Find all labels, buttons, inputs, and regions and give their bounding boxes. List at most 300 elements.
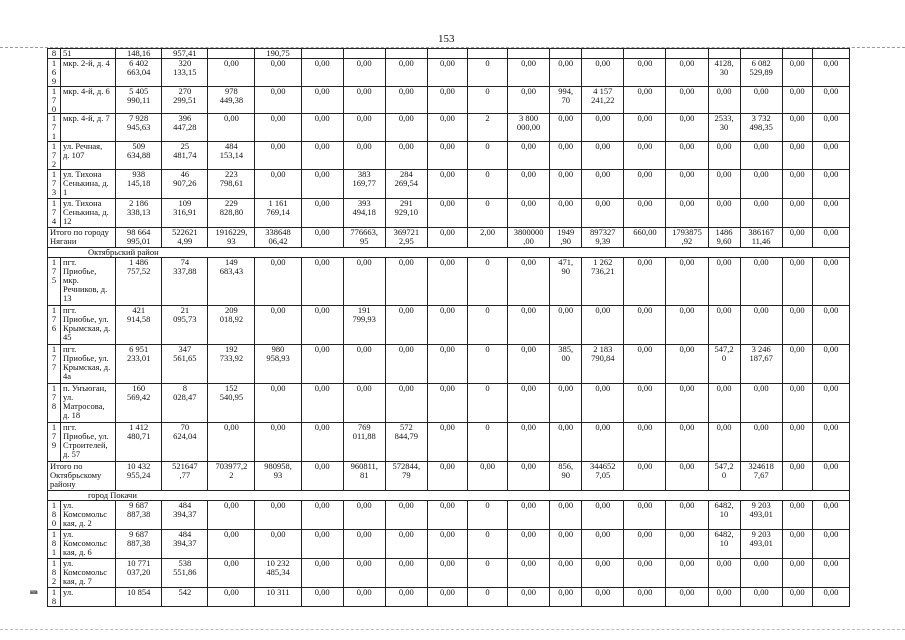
value-cell: 0,00: [508, 422, 550, 461]
value-cell: 0,00: [255, 422, 301, 461]
value-cell: [666, 49, 708, 59]
value-cell: 0,00: [624, 558, 666, 587]
value-cell: 0,00: [666, 383, 708, 422]
value-cell: 0,00: [624, 169, 666, 198]
value-cell: 0,00: [582, 58, 624, 86]
total-cell: 1916229, 93: [208, 227, 255, 247]
value-cell: 0,00: [782, 558, 812, 587]
value-cell: [550, 49, 582, 59]
total-cell: 0,00: [427, 227, 467, 247]
total-label: Итого по Октябрьскому району: [48, 461, 116, 490]
total-cell: 369721 2,95: [385, 227, 427, 247]
value-cell: 0,00: [255, 58, 301, 86]
value-cell: 0,00: [812, 169, 849, 198]
total-cell: 980958, 93: [255, 461, 301, 490]
value-cell: 1 412 480,71: [116, 422, 162, 461]
section-title: Октябрьский район: [48, 247, 850, 257]
value-cell: 25 481,74: [162, 142, 208, 170]
value-cell: 0,00: [385, 86, 427, 114]
value-cell: [467, 49, 507, 59]
total-cell: 0,00: [812, 461, 849, 490]
value-cell: 0,00: [343, 142, 385, 170]
value-cell: 0,00: [812, 114, 849, 142]
value-cell: 0,00: [385, 529, 427, 558]
value-cell: 0,00: [343, 344, 385, 383]
row-number-cell: 8: [48, 49, 61, 59]
value-cell: 0,00: [812, 383, 849, 422]
row-number-cell: 17 9: [48, 422, 61, 461]
value-cell: [385, 49, 427, 59]
total-cell: 0,00: [508, 461, 550, 490]
total-cell: 0,00: [467, 461, 507, 490]
value-cell: 0,00: [508, 86, 550, 114]
value-cell: 0,00: [550, 305, 582, 344]
address-cell: ул. Комсомольс кая, д. 7: [61, 558, 116, 587]
value-cell: 0,00: [812, 257, 849, 305]
value-cell: 0,00: [427, 86, 467, 114]
value-cell: 0,00: [782, 169, 812, 198]
value-cell: 4 157 241,22: [582, 86, 624, 114]
value-cell: 0,00: [740, 86, 782, 114]
value-cell: 547,2 0: [708, 344, 740, 383]
value-cell: 0,00: [508, 383, 550, 422]
value-cell: 0,00: [782, 257, 812, 305]
value-cell: 0,00: [343, 558, 385, 587]
value-cell: 0,00: [624, 58, 666, 86]
total-cell: 776663, 95: [343, 227, 385, 247]
value-cell: 0,00: [812, 587, 849, 606]
value-cell: 10 854: [116, 587, 162, 606]
row-number-cell: 18 2: [48, 558, 61, 587]
address-cell: мкр. 4-й, д. 6: [61, 86, 116, 114]
value-cell: 10 311: [255, 587, 301, 606]
value-cell: 3 246 187,67: [740, 344, 782, 383]
value-cell: 0,00: [550, 58, 582, 86]
value-cell: 0,00: [508, 142, 550, 170]
value-cell: 0,00: [255, 142, 301, 170]
total-cell: 1949 ,90: [550, 227, 582, 247]
table-row: [48, 500, 850, 529]
value-cell: 191 799,93: [343, 305, 385, 344]
total-cell: 10 432 955,24: [116, 461, 162, 490]
row-number-cell: 18: [48, 587, 61, 606]
value-cell: 0,00: [708, 558, 740, 587]
value-cell: 0,00: [782, 198, 812, 227]
address-cell: ул.: [61, 587, 116, 606]
value-cell: 0,00: [582, 587, 624, 606]
value-cell: 223 798,61: [208, 169, 255, 198]
total-row: [48, 461, 850, 490]
value-cell: 0,00: [301, 169, 343, 198]
value-cell: 2533, 30: [708, 114, 740, 142]
value-cell: 190,75: [255, 49, 301, 59]
value-cell: 0,00: [208, 114, 255, 142]
value-cell: 2 183 790,84: [582, 344, 624, 383]
value-cell: 0,00: [550, 422, 582, 461]
value-cell: 5 405 990,11: [116, 86, 162, 114]
page-number: 153: [438, 33, 455, 45]
value-cell: 0,00: [385, 305, 427, 344]
value-cell: 0,00: [582, 529, 624, 558]
value-cell: 0,00: [343, 587, 385, 606]
value-cell: 0,00: [708, 422, 740, 461]
value-cell: 2: [467, 114, 507, 142]
value-cell: 0,00: [508, 305, 550, 344]
value-cell: 0,00: [208, 529, 255, 558]
value-cell: 0,00: [624, 383, 666, 422]
value-cell: 284 269,54: [385, 169, 427, 198]
address-cell: п. Унъюган, ул. Матросова, д. 18: [61, 383, 116, 422]
value-cell: 3 800 000,00: [508, 114, 550, 142]
table-row: [48, 114, 850, 142]
total-cell: 0,00: [427, 461, 467, 490]
value-cell: 0,00: [782, 142, 812, 170]
value-cell: [782, 49, 812, 59]
row-number-cell: 17 1: [48, 114, 61, 142]
value-cell: 0,00: [301, 257, 343, 305]
total-cell: 3800000 ,00: [508, 227, 550, 247]
value-cell: 0: [467, 86, 507, 114]
value-cell: 0,00: [508, 169, 550, 198]
value-cell: 0,00: [208, 58, 255, 86]
value-cell: 347 561,65: [162, 344, 208, 383]
total-cell: 856, 90: [550, 461, 582, 490]
value-cell: [343, 49, 385, 59]
value-cell: 0,00: [666, 257, 708, 305]
table-row: [48, 344, 850, 383]
value-cell: 0,00: [812, 500, 849, 529]
total-cell: 0,00: [782, 227, 812, 247]
value-cell: 0,00: [385, 344, 427, 383]
value-cell: 0,00: [812, 529, 849, 558]
value-cell: 538 551,86: [162, 558, 208, 587]
total-cell: 324618 7,67: [740, 461, 782, 490]
value-cell: 0,00: [343, 58, 385, 86]
table-row: [48, 257, 850, 305]
value-cell: 0,00: [508, 529, 550, 558]
value-cell: 978 449,38: [208, 86, 255, 114]
value-cell: 0,00: [740, 558, 782, 587]
value-cell: 0,00: [301, 587, 343, 606]
total-cell: 660,00: [624, 227, 666, 247]
table-row: [48, 529, 850, 558]
value-cell: 0,00: [427, 558, 467, 587]
value-cell: 0,00: [666, 86, 708, 114]
address-cell: ул. Комсомольс кая, д. 2: [61, 500, 116, 529]
value-cell: 0,00: [782, 305, 812, 344]
value-cell: 0,00: [666, 422, 708, 461]
row-number-cell: 17 0: [48, 86, 61, 114]
address-cell: мкр. 4-й, д. 7: [61, 114, 116, 142]
value-cell: 0,00: [740, 422, 782, 461]
value-cell: 0,00: [782, 344, 812, 383]
total-cell: 386167 11,46: [740, 227, 782, 247]
value-cell: 484 394,37: [162, 529, 208, 558]
value-cell: 0,00: [624, 86, 666, 114]
value-cell: 0,00: [666, 529, 708, 558]
value-cell: 0,00: [427, 114, 467, 142]
value-cell: 9 687 887,38: [116, 500, 162, 529]
value-cell: 0,00: [508, 58, 550, 86]
value-cell: 9 203 493,01: [740, 529, 782, 558]
total-cell: 0,00: [782, 461, 812, 490]
address-cell: 51: [61, 49, 116, 59]
value-cell: 0,00: [301, 422, 343, 461]
value-cell: 0,00: [427, 142, 467, 170]
value-cell: 0,00: [255, 305, 301, 344]
value-cell: 0,00: [624, 344, 666, 383]
value-cell: 0,00: [255, 529, 301, 558]
table-row: [48, 58, 850, 86]
value-cell: 0,00: [508, 587, 550, 606]
value-cell: 0,00: [301, 500, 343, 529]
value-cell: 0,00: [550, 114, 582, 142]
value-cell: 0,00: [343, 86, 385, 114]
value-cell: 0,00: [812, 422, 849, 461]
address-cell: ул. Комсомольс кая, д. 6: [61, 529, 116, 558]
total-cell: 0,00: [812, 227, 849, 247]
value-cell: 0,00: [740, 587, 782, 606]
value-cell: 0,00: [782, 529, 812, 558]
value-cell: 0,00: [255, 383, 301, 422]
value-cell: 0,00: [208, 500, 255, 529]
value-cell: 9 687 887,38: [116, 529, 162, 558]
value-cell: 0,00: [582, 422, 624, 461]
value-cell: 4128, 30: [708, 58, 740, 86]
value-cell: 0,00: [385, 58, 427, 86]
value-cell: 994, 70: [550, 86, 582, 114]
value-cell: 3 732 498,35: [740, 114, 782, 142]
value-cell: 0,00: [427, 344, 467, 383]
value-cell: 7 928 945,63: [116, 114, 162, 142]
value-cell: 0: [467, 305, 507, 344]
value-cell: [582, 49, 624, 59]
value-cell: 0,00: [385, 257, 427, 305]
value-cell: 0,00: [255, 86, 301, 114]
value-cell: 0,00: [385, 383, 427, 422]
value-cell: 0,00: [550, 383, 582, 422]
value-cell: 192 733,92: [208, 344, 255, 383]
value-cell: 1 262 736,21: [582, 257, 624, 305]
value-cell: 0,00: [427, 529, 467, 558]
value-cell: 0,00: [301, 114, 343, 142]
value-cell: 6 402 663,04: [116, 58, 162, 86]
value-cell: 0,00: [255, 500, 301, 529]
value-cell: 0,00: [385, 587, 427, 606]
row-number-cell: 17 6: [48, 305, 61, 344]
value-cell: 0,00: [708, 142, 740, 170]
value-cell: 0,00: [782, 58, 812, 86]
total-cell: 0,00: [301, 227, 343, 247]
value-cell: [208, 49, 255, 59]
table-row: [48, 305, 850, 344]
value-cell: 6482, 10: [708, 500, 740, 529]
total-cell: 522621 4,99: [162, 227, 208, 247]
value-cell: 0,00: [508, 257, 550, 305]
total-cell: 2,00: [467, 227, 507, 247]
value-cell: 0,00: [582, 383, 624, 422]
value-cell: 0,00: [740, 198, 782, 227]
value-cell: 542: [162, 587, 208, 606]
value-cell: 0,00: [343, 529, 385, 558]
value-cell: 10 771 037,20: [116, 558, 162, 587]
address-cell: пгт. Приобье, ул. Строителей, д. 57: [61, 422, 116, 461]
row-number-cell: 17 3: [48, 169, 61, 198]
value-cell: 0,00: [208, 587, 255, 606]
value-cell: 1 486 757,52: [116, 257, 162, 305]
value-cell: 0,00: [550, 558, 582, 587]
value-cell: 0,00: [343, 383, 385, 422]
value-cell: 0,00: [740, 305, 782, 344]
total-cell: 703977,2 2: [208, 461, 255, 490]
value-cell: 74 337,88: [162, 257, 208, 305]
total-cell: 1793875 ,92: [666, 227, 708, 247]
value-cell: 1 161 769,14: [255, 198, 301, 227]
value-cell: 0,00: [208, 558, 255, 587]
value-cell: 0,00: [666, 169, 708, 198]
row-number-cell: 17 7: [48, 344, 61, 383]
value-cell: 46 907,26: [162, 169, 208, 198]
value-cell: 209 018,92: [208, 305, 255, 344]
value-cell: 0,00: [740, 383, 782, 422]
value-cell: 0,00: [708, 383, 740, 422]
table-row: [48, 169, 850, 198]
value-cell: 109 316,91: [162, 198, 208, 227]
section-row: [48, 247, 850, 257]
value-cell: 0: [467, 58, 507, 86]
value-cell: 385, 00: [550, 344, 582, 383]
value-cell: 270 299,51: [162, 86, 208, 114]
value-cell: 0,00: [427, 198, 467, 227]
value-cell: 0,00: [301, 198, 343, 227]
value-cell: 0,00: [385, 500, 427, 529]
value-cell: 160 569,42: [116, 383, 162, 422]
scan-line-bottom: [0, 629, 905, 630]
value-cell: 152 540,95: [208, 383, 255, 422]
total-cell: 0,00: [666, 461, 708, 490]
value-cell: 0,00: [385, 558, 427, 587]
value-cell: 421 914,58: [116, 305, 162, 344]
value-cell: 0,00: [550, 529, 582, 558]
value-cell: 957,41: [162, 49, 208, 59]
value-cell: 0,00: [708, 587, 740, 606]
value-cell: 0,00: [782, 422, 812, 461]
value-cell: 8 028,47: [162, 383, 208, 422]
value-cell: [624, 49, 666, 59]
value-cell: [812, 49, 849, 59]
row-number-cell: 17 8: [48, 383, 61, 422]
row-number-cell: 16 9: [48, 58, 61, 86]
address-cell: ул. Тихона Сенькина, д. 1: [61, 169, 116, 198]
value-cell: 484 394,37: [162, 500, 208, 529]
value-cell: 0,00: [427, 169, 467, 198]
value-cell: 0: [467, 383, 507, 422]
value-cell: 0,00: [550, 198, 582, 227]
value-cell: 0: [467, 344, 507, 383]
value-cell: 6482, 10: [708, 529, 740, 558]
value-cell: 0,00: [812, 344, 849, 383]
value-cell: 0,00: [301, 142, 343, 170]
value-cell: 0: [467, 169, 507, 198]
value-cell: 938 145,18: [116, 169, 162, 198]
value-cell: 0,00: [740, 257, 782, 305]
value-cell: 0,00: [385, 142, 427, 170]
total-cell: 547,2 0: [708, 461, 740, 490]
section-row: [48, 490, 850, 500]
value-cell: 396 447,28: [162, 114, 208, 142]
address-cell: пгт. Приобье, ул. Крымская, д. 45: [61, 305, 116, 344]
value-cell: 0,00: [427, 383, 467, 422]
total-cell: 98 664 995,01: [116, 227, 162, 247]
total-row: [48, 227, 850, 247]
value-cell: 0,00: [624, 529, 666, 558]
value-cell: 70 624,04: [162, 422, 208, 461]
value-cell: 0,00: [343, 257, 385, 305]
value-cell: 0,00: [508, 558, 550, 587]
row-number-cell: 18 1: [48, 529, 61, 558]
value-cell: 0,00: [708, 198, 740, 227]
section-title: город Покачи: [48, 490, 850, 500]
value-cell: 0,00: [550, 500, 582, 529]
table-row: [48, 558, 850, 587]
value-cell: 0,00: [427, 257, 467, 305]
table-row: [48, 142, 850, 170]
value-cell: 0,00: [624, 587, 666, 606]
value-cell: 21 095,73: [162, 305, 208, 344]
value-cell: 0,00: [582, 305, 624, 344]
row-number-cell: 18 0: [48, 500, 61, 529]
value-cell: 0,00: [666, 142, 708, 170]
value-cell: 0,00: [427, 500, 467, 529]
total-cell: 338648 06,42: [255, 227, 301, 247]
value-cell: 0,00: [550, 142, 582, 170]
value-cell: 0,00: [740, 169, 782, 198]
value-cell: 0,00: [301, 344, 343, 383]
value-cell: 0: [467, 587, 507, 606]
value-cell: 0: [467, 500, 507, 529]
value-cell: 0,00: [427, 305, 467, 344]
value-cell: 0,00: [666, 114, 708, 142]
value-cell: 0,00: [708, 169, 740, 198]
table-row: [48, 49, 850, 59]
table-row: [48, 86, 850, 114]
value-cell: [427, 49, 467, 59]
value-cell: 0,00: [708, 305, 740, 344]
value-cell: 0,00: [385, 114, 427, 142]
value-cell: [508, 49, 550, 59]
value-cell: 229 828,80: [208, 198, 255, 227]
row-number-cell: 17 5: [48, 257, 61, 305]
value-cell: 0,00: [301, 558, 343, 587]
total-cell: 572844, 79: [385, 461, 427, 490]
value-cell: 471, 90: [550, 257, 582, 305]
value-cell: 0,00: [812, 305, 849, 344]
value-cell: 0,00: [301, 86, 343, 114]
value-cell: 0,00: [427, 587, 467, 606]
value-cell: 0,00: [666, 344, 708, 383]
value-cell: 0: [467, 198, 507, 227]
value-cell: 149 683,43: [208, 257, 255, 305]
total-cell: 0,00: [301, 461, 343, 490]
value-cell: 0,00: [208, 422, 255, 461]
value-cell: 0,00: [255, 169, 301, 198]
value-cell: 0: [467, 257, 507, 305]
total-cell: 0,00: [624, 461, 666, 490]
value-cell: 0,00: [582, 500, 624, 529]
value-cell: 484 153,14: [208, 142, 255, 170]
table-row: [48, 587, 850, 606]
value-cell: 0,00: [812, 558, 849, 587]
